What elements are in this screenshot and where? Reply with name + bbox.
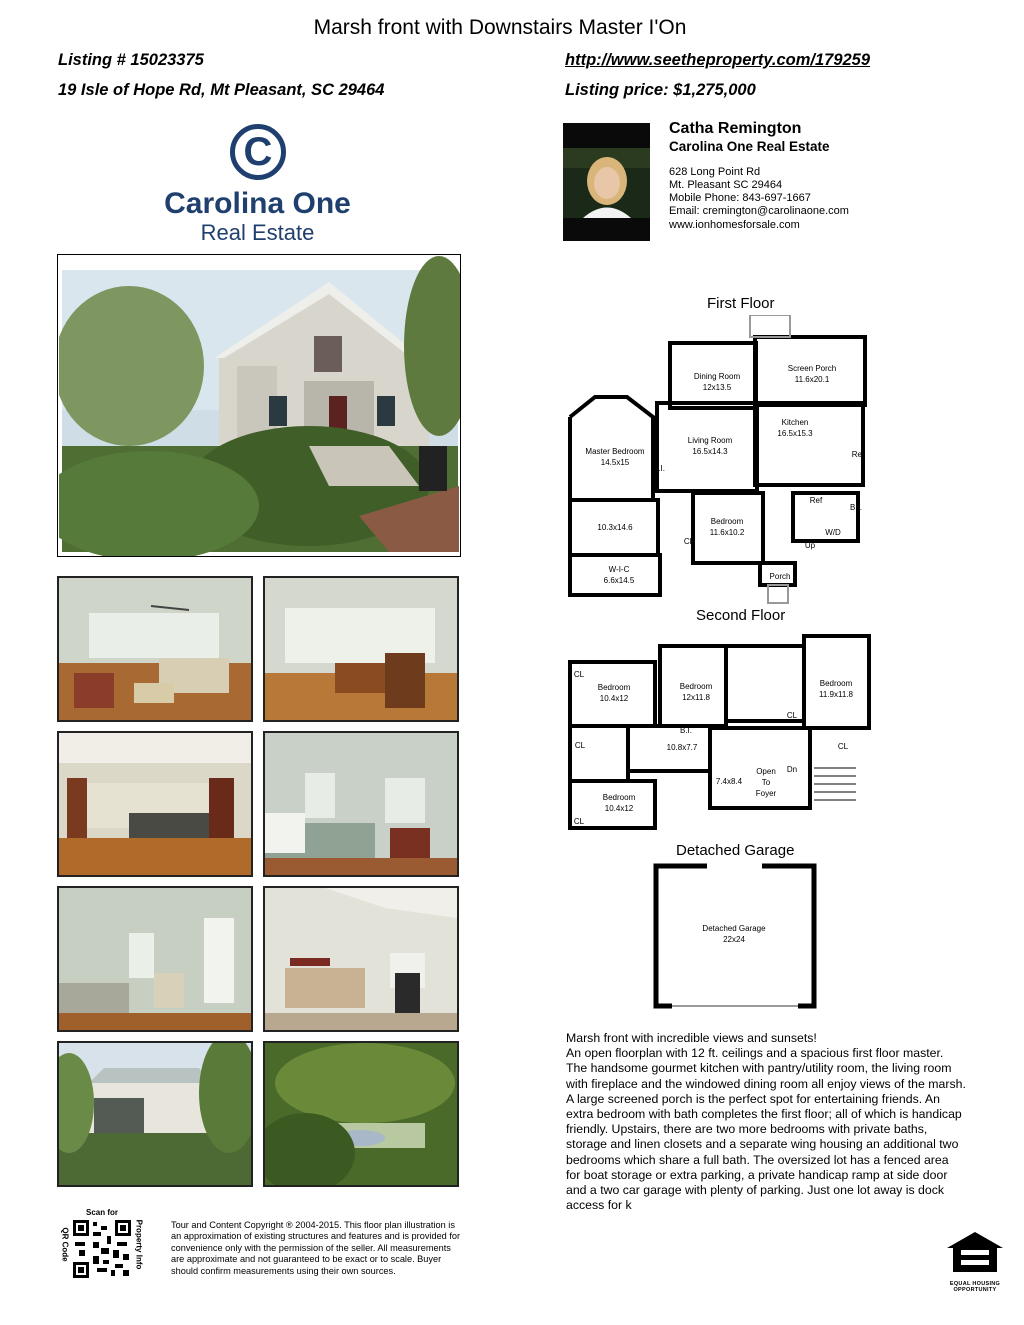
svg-text:Living Room: Living Room <box>687 436 733 445</box>
svg-text:Open: Open <box>756 767 776 776</box>
photo-exterior-front[interactable] <box>59 256 461 557</box>
svg-text:Screen Porch: Screen Porch <box>787 364 837 373</box>
svg-text:16.5x14.3: 16.5x14.3 <box>692 447 728 456</box>
svg-text:Bedroom: Bedroom <box>597 683 631 692</box>
svg-text:CL: CL <box>683 537 695 546</box>
logo-name: Carolina One <box>164 187 351 220</box>
qr-scan-label: Scan for <box>86 1208 119 1217</box>
svg-text:22x24: 22x24 <box>723 935 745 944</box>
qr-code-block[interactable] <box>56 1208 146 1286</box>
svg-text:Porch: Porch <box>769 572 791 581</box>
svg-text:10.4x12: 10.4x12 <box>599 694 629 703</box>
svg-text:Bedroom: Bedroom <box>710 517 744 526</box>
property-url-link[interactable]: http://www.seetheproperty.com/179259 <box>565 51 871 69</box>
photo-sitting-room[interactable] <box>57 886 253 1032</box>
photo-living-room[interactable] <box>57 576 253 722</box>
garage-title: Detached Garage <box>676 842 795 859</box>
svg-text:10.8x7.7: 10.8x7.7 <box>666 743 698 752</box>
svg-text:11.6x10.2: 11.6x10.2 <box>709 528 745 537</box>
svg-text:14.5x15: 14.5x15 <box>600 458 630 467</box>
qr-property-label: Property Info <box>134 1219 144 1270</box>
property-description: Marsh front with incredible views and sunsets! An open floorplan with 12 ft. ceilings and a spacious first floor master. The handsome gourmet kitchen with pantry/utility room, the living room with fireplace and the windowed dining room all enjoy views of the marsh. A large screened porch is the perfect spot for entertaining friends. An extra bedroom with bath completes the first floor; all of which is handicap friendly. Upstairs, there are two more bedrooms with private baths, storage and linen closets and a separate wing housing an additional two bedrooms which share a full bath. The oversized lot has a fenced area for boat storage or extra parking, a private handicap ramp at side door and a two car garage with plenty of parking. Just one lot away is dock access for k <box>566 1031 966 1213</box>
agent-phone: Mobile Phone: 843-697-1667 <box>669 192 811 204</box>
svg-text:Master Bedroom: Master Bedroom <box>585 447 645 456</box>
first-floor-title: First Floor <box>707 295 775 312</box>
agent-photo <box>563 123 650 241</box>
svg-text:Detached Garage: Detached Garage <box>702 924 766 933</box>
svg-text:To: To <box>761 778 771 787</box>
agent-email-link[interactable]: Email: cremington@carolinaone.com <box>669 205 849 217</box>
svg-text:Dining Room: Dining Room <box>693 372 741 381</box>
second-floor-plan <box>566 628 876 834</box>
photo-dining-room[interactable] <box>263 576 459 722</box>
equal-housing-icon <box>945 1230 1005 1276</box>
page-title: Marsh front with Downstairs Master I'On <box>313 16 687 39</box>
svg-text:Ref: Ref <box>809 496 823 505</box>
agent-address-line1: 628 Long Point Rd <box>669 166 761 178</box>
svg-text:10.4x12: 10.4x12 <box>604 804 634 813</box>
equal-housing-logo <box>945 1230 1005 1293</box>
svg-text:16.5x15.3: 16.5x15.3 <box>777 429 813 438</box>
svg-text:Bedroom: Bedroom <box>819 679 853 688</box>
photo-marsh-view[interactable] <box>263 1041 459 1187</box>
svg-text:Dn: Dn <box>786 765 798 774</box>
svg-text:6.6x14.5: 6.6x14.5 <box>603 576 635 585</box>
photo-exterior-rear[interactable] <box>57 1041 253 1187</box>
first-floor-plan <box>565 315 875 607</box>
svg-text:CL: CL <box>837 742 849 751</box>
logo-subtitle: Real Estate <box>200 220 315 245</box>
svg-text:11.6x20.1: 11.6x20.1 <box>794 375 830 384</box>
property-address: 19 Isle of Hope Rd, Mt Pleasant, SC 29464 <box>58 81 385 99</box>
svg-text:10.3x14.6: 10.3x14.6 <box>597 523 633 532</box>
svg-text:Bedroom: Bedroom <box>679 682 713 691</box>
svg-text:Up: Up <box>804 541 816 550</box>
agent-address-line2: Mt. Pleasant SC 29464 <box>669 179 783 191</box>
svg-text:CL: CL <box>574 741 586 750</box>
equal-housing-label: EQUAL HOUSING OPPORTUNITY <box>949 1281 1001 1293</box>
svg-text:W/D: W/D <box>825 528 841 537</box>
agent-website-link[interactable]: www.ionhomesforsale.com <box>669 219 800 231</box>
photo-master-bedroom[interactable] <box>263 731 459 877</box>
svg-text:7.4x8.4: 7.4x8.4 <box>715 777 743 786</box>
logo-mark-icon: C <box>230 124 286 180</box>
svg-text:B.I.: B.I. <box>679 726 693 735</box>
photo-office[interactable] <box>263 886 459 1032</box>
svg-text:CL: CL <box>573 670 585 679</box>
main-photo-frame <box>57 254 461 557</box>
copyright-notice: Tour and Content Copyright ® 2004-2015. This floor plan illustration is an approximation of existing structures and features and is provided for convenience only with the permission of the seller. All measurements are approximate and not guaranteed to be exact or to scale. Buyer should confirm measurements using their own sources. <box>171 1220 461 1276</box>
svg-text:CL: CL <box>573 817 585 826</box>
svg-text:B.I.: B.I. <box>652 464 666 473</box>
svg-text:B.I.: B.I. <box>849 503 863 512</box>
svg-text:Kitchen: Kitchen <box>781 418 809 427</box>
listing-price: Listing price: $1,275,000 <box>565 81 756 99</box>
svg-text:Bedroom: Bedroom <box>602 793 636 802</box>
svg-text:12x11.8: 12x11.8 <box>682 693 710 702</box>
svg-text:11.9x11.8: 11.9x11.8 <box>819 690 853 699</box>
agent-company: Carolina One Real Estate <box>669 139 830 154</box>
second-floor-title: Second Floor <box>696 607 786 624</box>
svg-text:W-I-C: W-I-C <box>608 565 630 574</box>
qr-code-icon <box>73 1220 131 1278</box>
svg-text:Ref: Ref <box>851 450 865 459</box>
photo-kitchen[interactable] <box>57 731 253 877</box>
svg-text:CL: CL <box>786 711 798 720</box>
garage-plan <box>652 862 818 1010</box>
agent-name: Catha Remington <box>669 120 802 137</box>
svg-text:Foyer: Foyer <box>755 789 777 798</box>
qr-code-label: QR Code <box>60 1227 70 1262</box>
listing-number: Listing # 15023375 <box>58 51 204 69</box>
svg-text:12x13.5: 12x13.5 <box>702 383 732 392</box>
